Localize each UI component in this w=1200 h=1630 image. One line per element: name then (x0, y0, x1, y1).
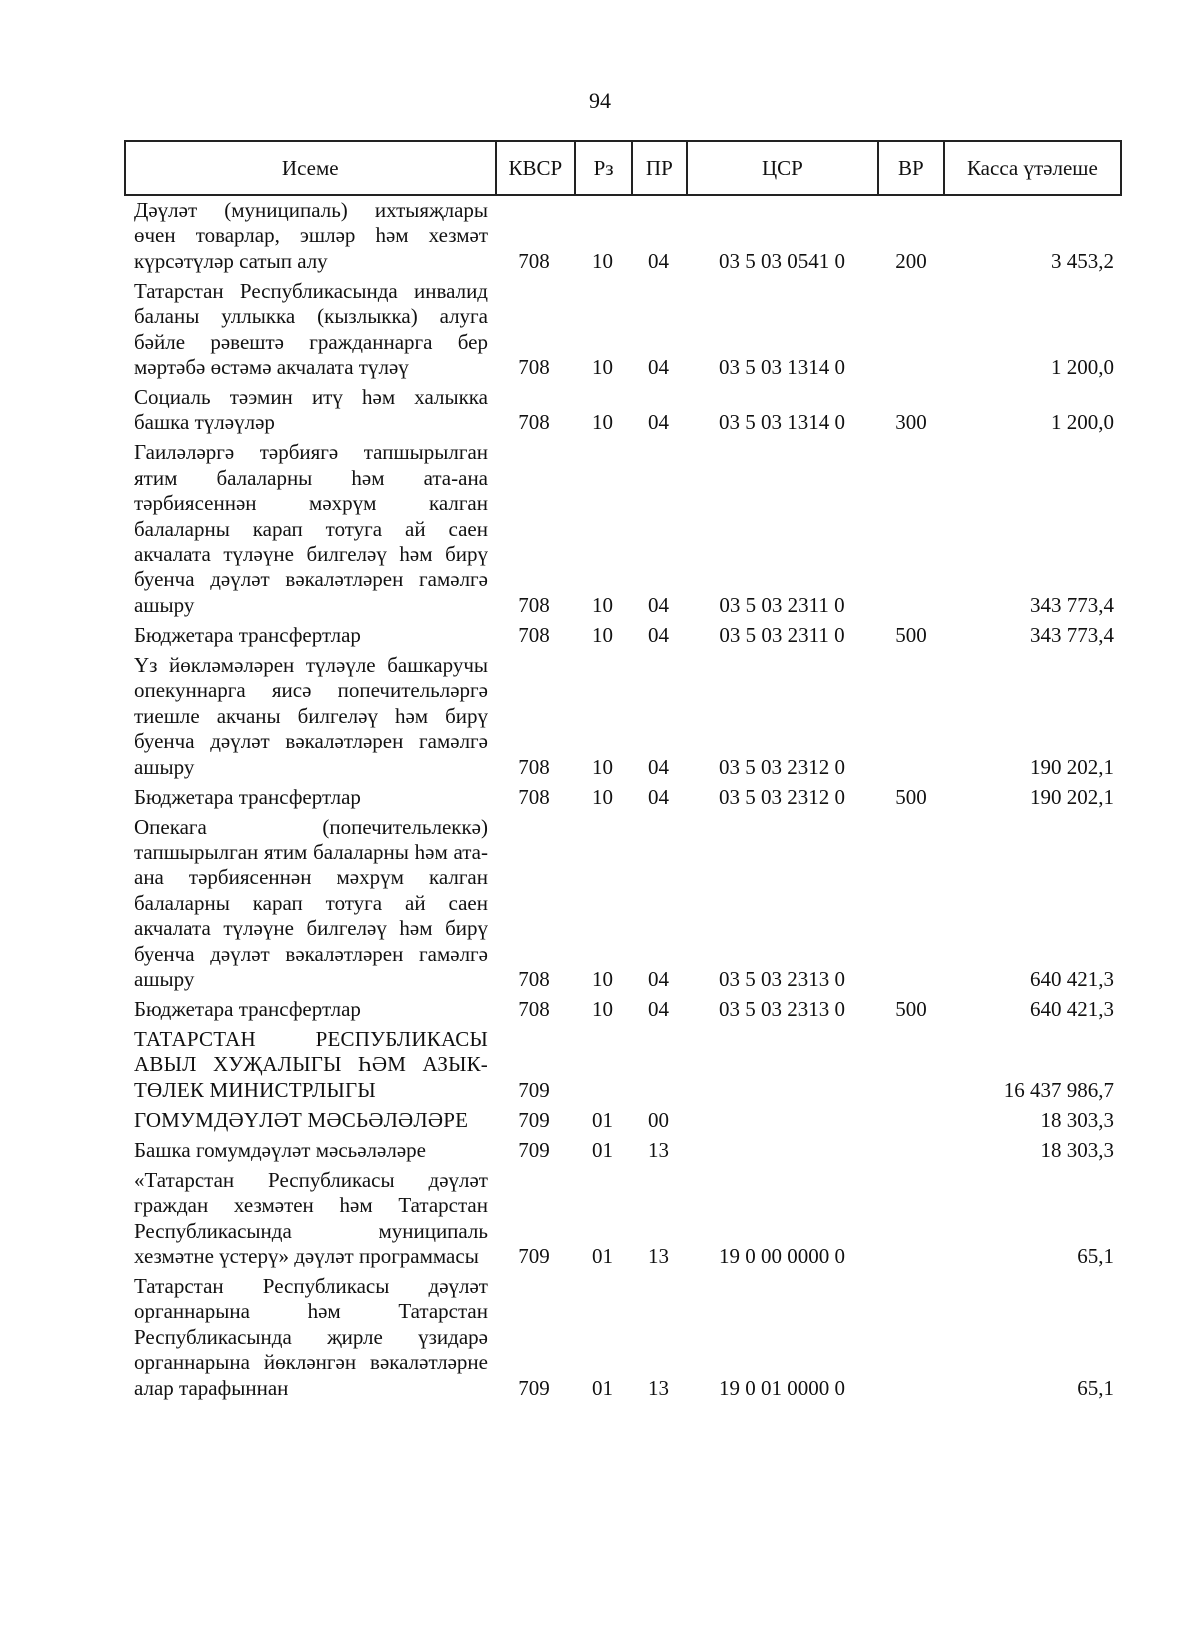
row-kvsr: 708 (518, 248, 550, 273)
table-header (124, 140, 1122, 196)
table-row (124, 997, 1122, 1022)
row-csr: 03 5 03 1314 0 (719, 410, 845, 435)
row-name: Гаиләләргә тәрбиягә тапшырылган ятим балаларны һәм ата-ана тәрбиясеннән мәхрүм калган балаларны карап тотуга ай саен акчалата түләүне билгеләү һәм бирү буенча дәүләт вәкаләтләрен гамәлгә ашыру (134, 440, 488, 617)
row-pr: 04 (648, 355, 669, 380)
table-row (124, 815, 1122, 993)
row-kvsr: 708 (518, 410, 550, 435)
row-sum: 190 202,1 (1030, 784, 1114, 809)
row-rz: 01 (592, 1137, 613, 1162)
row-csr: 03 5 03 2312 0 (719, 784, 845, 809)
row-pr: 04 (648, 248, 669, 273)
row-pr: 13 (648, 1375, 669, 1400)
row-rz: 10 (592, 966, 613, 991)
row-sum: 343 773,4 (1030, 622, 1114, 647)
row-kvsr: 709 (518, 1107, 550, 1132)
table-row (124, 440, 1122, 618)
row-sum: 190 202,1 (1030, 754, 1114, 779)
row-csr: 03 5 03 2313 0 (719, 966, 845, 991)
row-sum: 18 303,3 (1040, 1137, 1114, 1162)
row-csr: 03 5 03 2312 0 (719, 754, 845, 779)
table-row (124, 1168, 1122, 1270)
row-pr: 04 (648, 410, 669, 435)
row-rz: 01 (592, 1375, 613, 1400)
row-csr: 19 0 00 0000 0 (719, 1243, 845, 1268)
row-rz: 10 (592, 622, 613, 647)
row-csr: 03 5 03 2311 0 (719, 622, 845, 647)
table-row (124, 1027, 1122, 1103)
table-row (124, 198, 1122, 274)
row-kvsr: 708 (518, 622, 550, 647)
row-name: Бюджетара трансфертлар (134, 622, 361, 647)
row-kvsr: 708 (518, 996, 550, 1021)
row-pr: 04 (648, 996, 669, 1021)
row-sum: 16 437 986,7 (1003, 1077, 1114, 1102)
row-kvsr: 709 (518, 1077, 550, 1102)
header-name: Исеме (281, 156, 339, 180)
table-row (124, 1138, 1122, 1163)
row-pr: 04 (648, 966, 669, 991)
header-pr: ПР (631, 142, 686, 194)
header-csr: ЦСР (686, 142, 877, 194)
row-rz: 01 (592, 1107, 613, 1132)
row-kvsr: 708 (518, 592, 550, 617)
row-kvsr: 708 (518, 355, 550, 380)
row-sum: 640 421,3 (1030, 996, 1114, 1021)
row-rz: 10 (592, 248, 613, 273)
row-name: Үз йөкләмәләрен түләүле башкаручы опекуннарга яисә попечительләргә тиешле акчаны билгеләү һәм бирү буенча дәүләт вәкаләтләрен гамәлгә ашыру (134, 652, 488, 779)
row-name: Башка гомумдәүләт мәсьәләләре (134, 1137, 426, 1162)
row-sum: 640 421,3 (1030, 966, 1114, 991)
row-vr: 500 (895, 784, 927, 809)
row-sum: 65,1 (1077, 1375, 1114, 1400)
row-pr: 13 (648, 1137, 669, 1162)
row-pr: 04 (648, 592, 669, 617)
budget-table (124, 140, 1122, 1406)
row-pr: 04 (648, 754, 669, 779)
row-kvsr: 708 (518, 754, 550, 779)
table-row (124, 1108, 1122, 1133)
row-name: Бюджетара трансфертлар (134, 996, 361, 1021)
header-vr: ВР (877, 142, 943, 194)
row-csr: 03 5 03 1314 0 (719, 355, 845, 380)
table-row (124, 385, 1122, 436)
row-sum: 3 453,2 (1051, 248, 1114, 273)
table-row (124, 653, 1122, 780)
row-kvsr: 709 (518, 1137, 550, 1162)
row-rz: 10 (592, 784, 613, 809)
table-row (124, 623, 1122, 648)
row-name: Бюджетара трансфертлар (134, 784, 361, 809)
row-csr: 03 5 03 0541 0 (719, 248, 845, 273)
row-pr: 00 (648, 1107, 669, 1132)
row-csr: 19 0 01 0000 0 (719, 1375, 845, 1400)
row-sum: 1 200,0 (1051, 410, 1114, 435)
table-row (124, 785, 1122, 810)
row-name: Татарстан Республикасында инвалид баланы уллыкка (кызлыкка) алуга бәйле рәвештә гражданнарга бер мәртәбә өстәмә акчалата түләү (134, 278, 488, 380)
row-rz: 10 (592, 996, 613, 1021)
row-rz: 10 (592, 355, 613, 380)
row-csr: 03 5 03 2311 0 (719, 592, 845, 617)
row-name: Татарстан Республикасы дәүләт органнарына һәм Татарстан Республикасында җирле үзидарә органнарына йөкләнгән вәкаләтләрне алар тарафыннан (134, 1273, 488, 1400)
row-vr: 500 (895, 622, 927, 647)
row-pr: 04 (648, 784, 669, 809)
row-name: Социаль тәэмин итү һәм халыкка башка түләүләр (134, 385, 488, 435)
row-name: Опекага (попечительлеккә) тапшырылган ятим балаларны һәм ата-ана тәрбиясеннән мәхрүм калган балаларны карап тотуга ай саен акчалата түләүне билгеләү һәм бирү буенча дәүләт вәкаләтләрен гамәлгә ашыру (134, 814, 488, 991)
row-vr: 500 (895, 996, 927, 1021)
row-name: ГОМУМДӘҮЛӘТ МӘСЬӘЛӘЛӘРЕ (134, 1107, 469, 1132)
row-kvsr: 709 (518, 1243, 550, 1268)
header-sum: Касса үтәлеше (943, 142, 1120, 194)
row-name: Дәүләт (муниципаль) ихтыяҗлары өчен товарлар, эшләр һәм хезмәт күрсәтүләр сатып алу (134, 198, 488, 273)
row-pr: 04 (648, 622, 669, 647)
header-rz: Рз (574, 142, 631, 194)
row-rz: 10 (592, 592, 613, 617)
row-kvsr: 709 (518, 1375, 550, 1400)
page-number: 94 (589, 88, 611, 113)
row-vr: 300 (895, 410, 927, 435)
table-row (124, 279, 1122, 381)
row-vr: 200 (895, 248, 927, 273)
row-kvsr: 708 (518, 966, 550, 991)
row-rz: 10 (592, 410, 613, 435)
row-csr: 03 5 03 2313 0 (719, 996, 845, 1021)
table-row (124, 1274, 1122, 1401)
row-rz: 01 (592, 1243, 613, 1268)
row-kvsr: 708 (518, 784, 550, 809)
row-pr: 13 (648, 1243, 669, 1268)
row-sum: 1 200,0 (1051, 355, 1114, 380)
row-rz: 10 (592, 754, 613, 779)
row-name: ТАТАРСТАН РЕСПУБЛИКАСЫ АВЫЛ ХУҖАЛЫГЫ ҺӘМ АЗЫК-ТӨЛЕК МИНИСТРЛЫГЫ (134, 1026, 488, 1102)
row-sum: 18 303,3 (1040, 1107, 1114, 1132)
row-name: «Татарстан Республикасы дәүләт граждан хезмәтен һәм Татарстан Республикасында муниципаль хезмәтне үстерү» дәүләт программасы (134, 1167, 488, 1268)
table-body (124, 196, 1122, 1401)
row-sum: 343 773,4 (1030, 592, 1114, 617)
header-kvsr: КВСР (495, 142, 575, 194)
row-sum: 65,1 (1077, 1243, 1114, 1268)
